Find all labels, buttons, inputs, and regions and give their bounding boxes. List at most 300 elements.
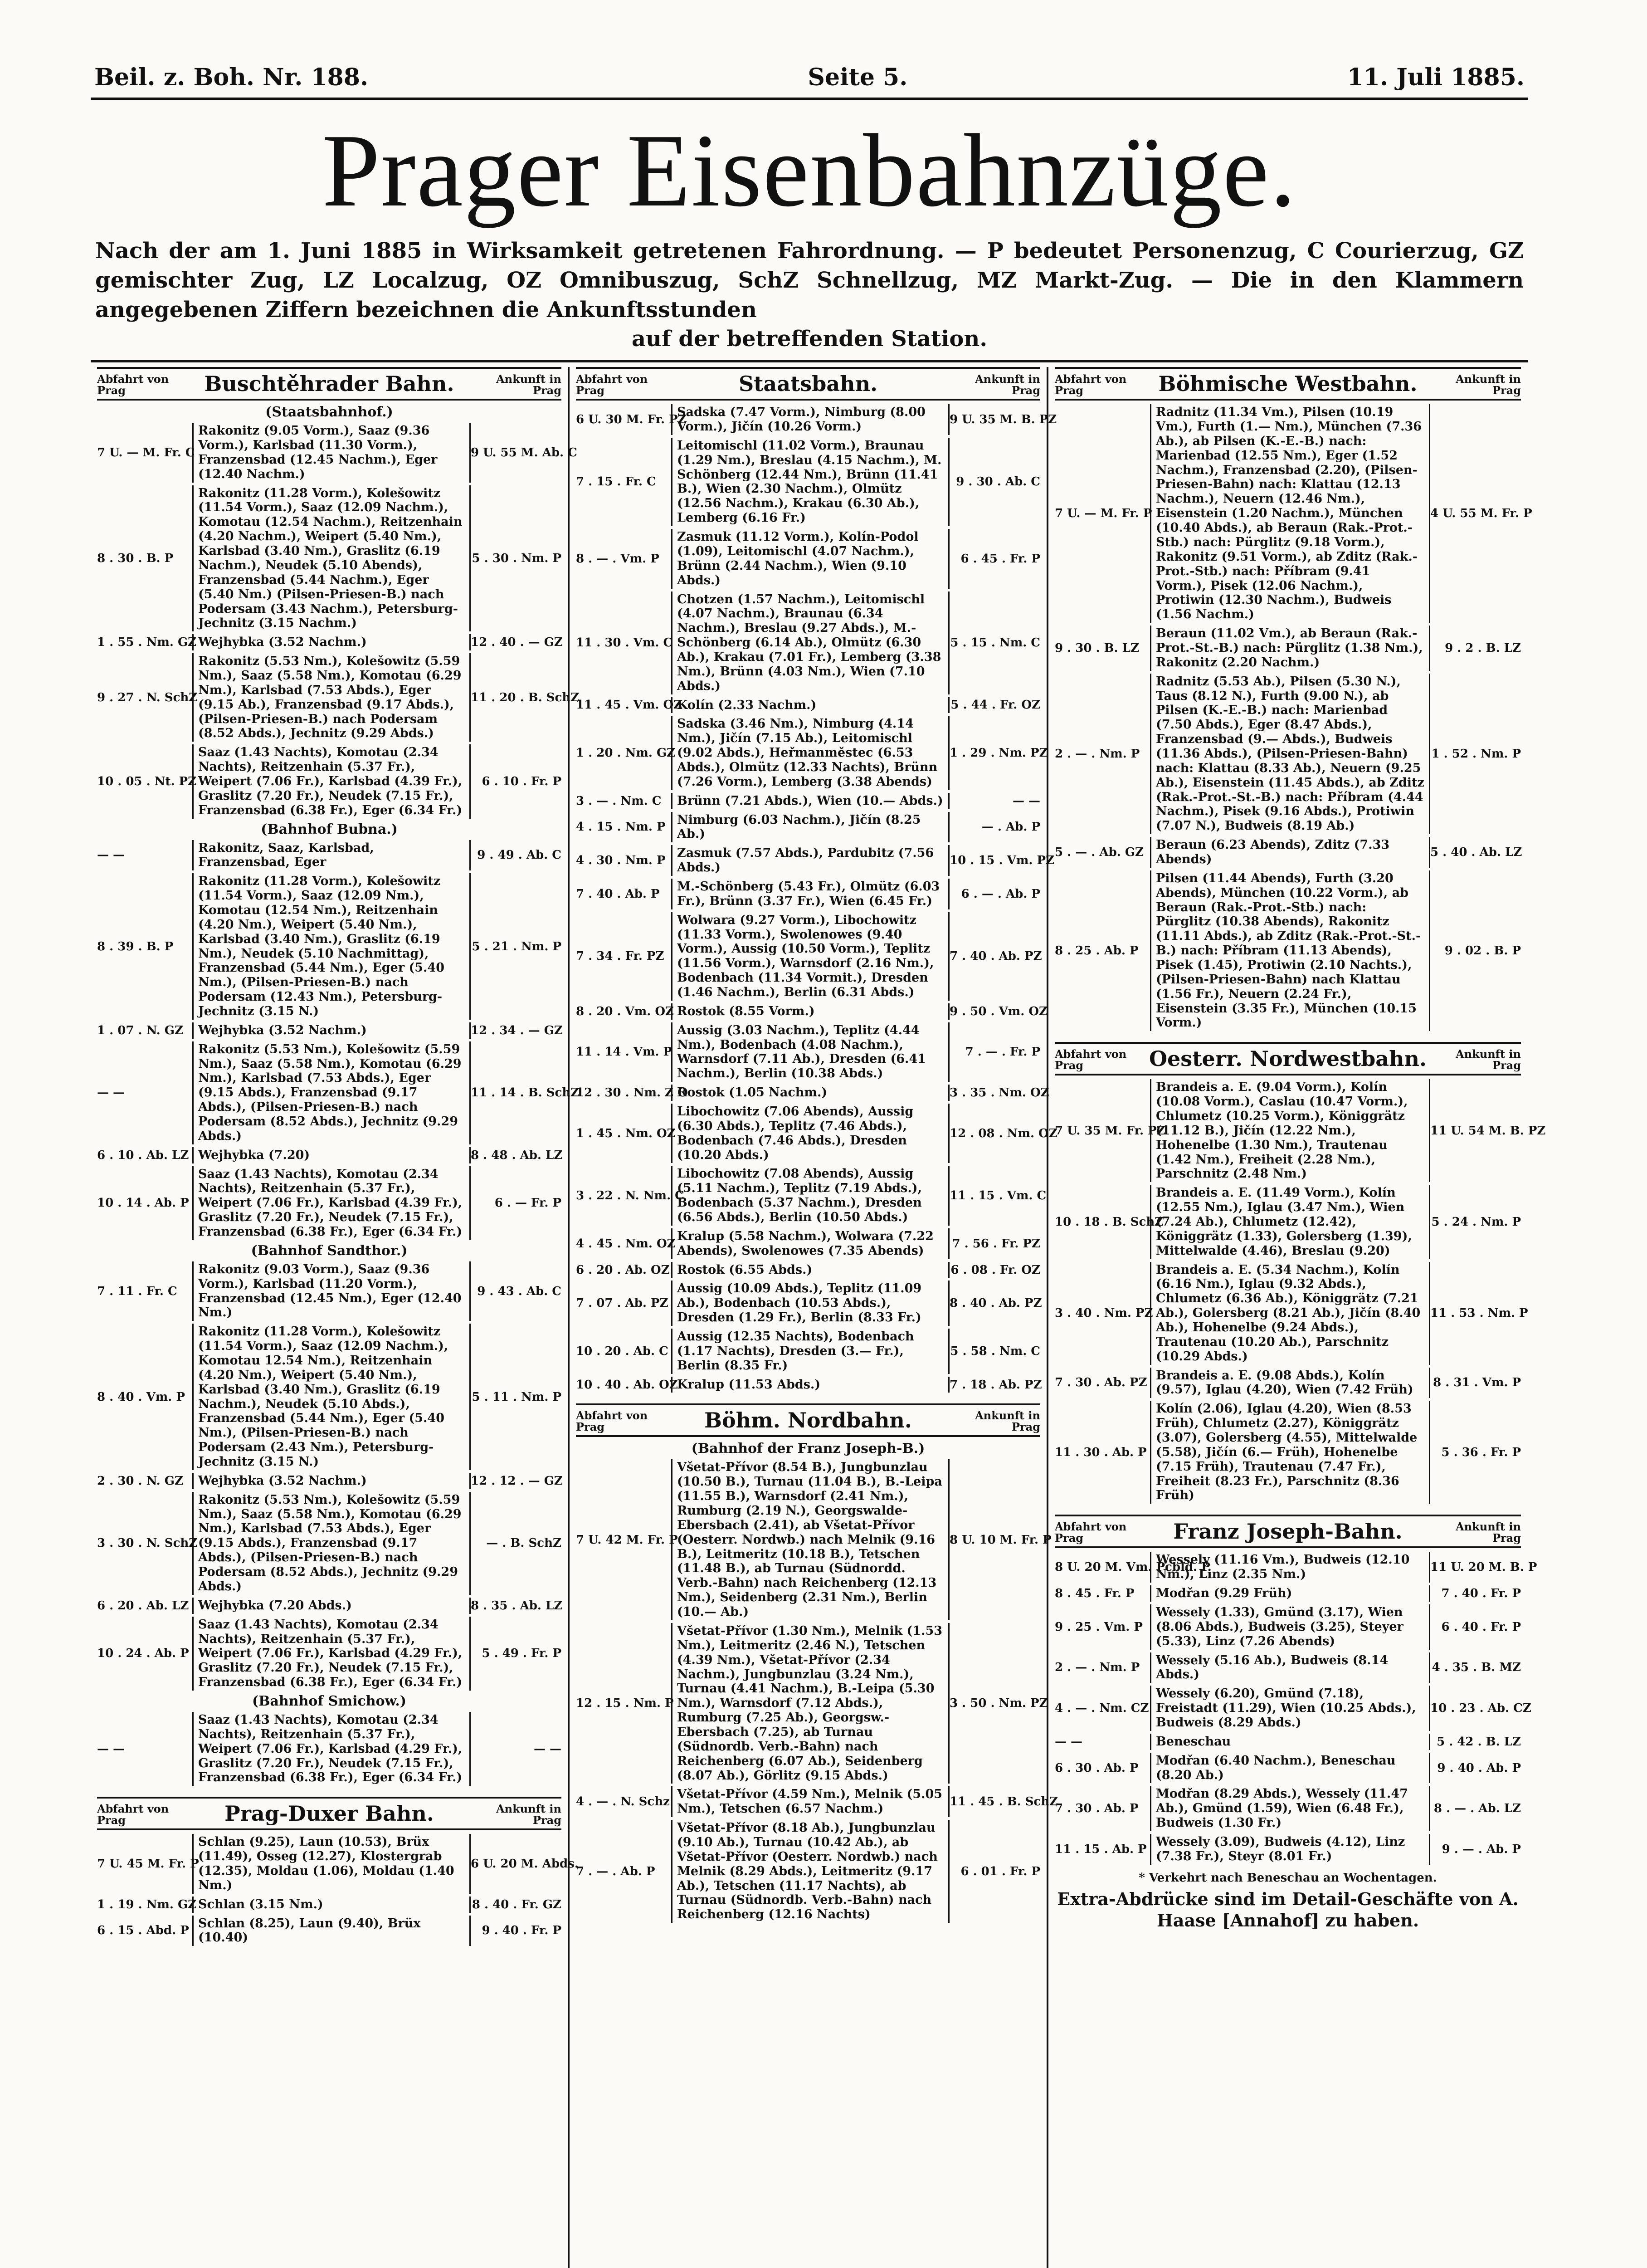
departure-label: Abfahrt von Prag [576,372,648,397]
departure-time: 4 . — . Nm. CZ [1055,1701,1149,1715]
departure-time: 10 . 24 . Ab. P [97,1647,189,1661]
route-stations: Rakonitz (9.05 Vorm.), Saaz (9.36 Vorm.), Karlsbad (11.30 Vorm.), Franzensbad (12.45 Nachm.), Eger (12.40 Nachm.) [192,423,471,482]
arrival-time: 11 . 45 . B. SchZ [950,1795,1058,1809]
station-subtitle: (Staatsbahnhof.) [265,404,393,420]
train-row [97,1617,561,1691]
arrival-time: 9 . 2 . B. LZ [1445,641,1521,655]
route-stations: Radnitz (11.34 Vm.), Pilsen (10.19 Vm.), Furth (1.— Nm.), München (7.36 Ab.), ab Pilsen (K.-E.-B.) nach: Marienbad (12.55 Nm.), Eger (1.52 Nachm.), Franzensbad (2.20), (Pilsen-Priesen-Bahn) nach: Klattau (12.13 Nachm.), Neuern (12.46 Nm.), Eisenstein (1.20 Nachm.), München (10.40 Abds.), ab Beraun (Rak.-Prot.-Stb.) nach: Pürglitz (9.18 Vorm.), Rakonitz (9.51 Vorm.), ab Zditz (Rak.-Prot.-Stb.) nach: Příbram (9.41 Vorm.), Pisek (12.06 Nachm.), Protiwin (12.30 Nachm.), Budweis (1.56 Nachm.) [1150,404,1430,623]
train-row [1055,837,1521,868]
train-row [576,404,1057,435]
departure-time: 6 U. 30 M. Fr. PZ [576,413,687,427]
departure-time: 7 . 30 . Ab. PZ [1055,1376,1147,1390]
route-stations: Wejhybka (3.52 Nachm.) [192,1022,471,1039]
arrival-time: 6 . 08 . Fr. OZ [950,1263,1040,1277]
arrival-time: 5 . 40 . Ab. LZ [1430,845,1522,859]
issue-label: Beil. z. Boh. Nr. 188. [94,64,369,91]
train-row [576,697,1040,714]
section-header-westbahn [1055,367,1521,401]
departure-time: 4 . 15 . Nm. P [576,820,666,834]
arrival-time: 7 . 56 . Fr. PZ [952,1237,1040,1251]
arrival-time: 8 . 40 . Fr. GZ [472,1897,561,1911]
route-stations: Kolín (2.33 Nachm.) [671,697,950,714]
page-number: Seite 5. [808,64,908,91]
train-row [1055,1079,1546,1182]
page-header [91,64,1528,100]
timetable-columns [91,367,1546,2268]
route-stations: Schlan (8.25), Laun (9.40), Brüx (10.40) [192,1916,471,1946]
departure-time: 11 . 14 . Vm. P [576,1045,672,1059]
intro-text [91,236,1528,354]
train-row [97,873,561,1020]
train-row [1055,1786,1521,1831]
arrival-time: 5 . 58 . Nm. C [950,1344,1040,1358]
route-stations: Nimburg (6.03 Nachm.), Jičín (8.25 Ab.) [671,812,950,843]
train-row [1055,1368,1521,1398]
train-row [1055,1834,1521,1865]
section-title: Staatsbahn. [738,371,878,396]
train-row [97,1916,561,1946]
arrival-time: 9 U. 35 M. B. PZ [950,413,1057,427]
rows-franzjoseph [1055,1552,1537,1864]
station-subtitle: (Bahnhof Smichow.) [252,1693,407,1709]
train-row [576,1262,1040,1278]
departure-time: 9 . 30 . B. LZ [1055,641,1139,655]
departure-time: 7 U. 42 M. Fr. P [576,1533,678,1547]
route-stations: Rakonitz, Saaz, Karlsbad, Franzensbad, Eger [192,840,471,871]
departure-time: — — [97,1086,125,1100]
section-header-buschtehrad [97,367,561,401]
train-row [97,1324,561,1470]
route-stations: Wessely (5.16 Ab.), Budweis (8.14 Abds.) [1150,1652,1430,1683]
route-stations: Zasmuk (11.12 Vorm.), Kolín-Podol (1.09), Leitomischl (4.07 Nachm.), Brünn (2.44 Nachm.), Wien (9.10 Abds.) [671,529,950,588]
departure-time: 7 . 11 . Fr. C [97,1284,177,1298]
train-row [576,1104,1057,1163]
departure-time: 6 . 20 . Ab. LZ [97,1598,189,1613]
route-stations: Brandeis a. E. (9.08 Abds.), Kolín (9.57), Iglau (4.20), Wien (7.42 Früh) [1150,1368,1430,1398]
route-stations: Modřan (6.40 Nachm.), Beneschau (8.20 Ab.) [1150,1753,1430,1784]
arrival-time: 8 U. 10 M. Fr. P [950,1533,1052,1547]
route-stations: Rakonitz (5.53 Nm.), Kolešowitz (5.59 Nm.), Saaz (5.58 Nm.), Komotau (6.29 Nm.), Karlsbad (7.53 Abds.), Eger (9.15 Abds.), Franzensbad (9.17 Abds.), (Pilsen-Priesen-B.) nach Podersam (8.52 Abds.), Jechnitz (9.29 Abds.) [192,1041,471,1144]
departure-time: 3 . 40 . Nm. PZ [1055,1306,1153,1320]
route-stations: Beraun (6.23 Abends), Zditz (7.33 Abends) [1150,837,1430,868]
train-row [1055,1262,1528,1365]
rows-smichow [97,1712,561,1786]
departure-time: 10 . 14 . Ab. P [97,1196,189,1210]
arrival-time: 12 . 34 . — GZ [471,1023,563,1037]
departure-time: 6 . 30 . Ab. P [1055,1761,1139,1775]
train-row [576,1003,1048,1020]
rows-nordbahn [576,1459,1058,1923]
train-row [1055,870,1521,1031]
train-row [97,1473,561,1489]
departure-time: 7 U. 35 M. Fr. PZ [1055,1124,1165,1138]
arrival-time: — — [1012,794,1040,808]
route-stations: Saaz (1.43 Nachts), Komotau (2.34 Nachts), Reitzenhain (5.37 Fr.), Weipert (7.06 Fr.), Karlsbad (4.39 Fr.), Graslitz (7.20 Fr.), Neudek (7.15 Fr.), Franzensbad (6.38 Fr.), Eger (6.34 Fr.) [192,1166,471,1240]
route-stations: Kolín (2.06), Iglau (4.20), Wien (8.53 Früh), Chlumetz (2.27), Königgrätz (3.07), Golersberg (4.55), Mittelwalde (5.58), Jičín (6.— Früh), Hohenelbe (7.15 Früh), Trautenau (7.47 Fr.), Freiheit (8.23 Fr.), Parschnitz (8.36 Früh) [1150,1401,1430,1504]
section-title: Böhm. Nordbahn. [704,1408,912,1433]
train-row [1055,1686,1531,1731]
departure-time: 10 . 18 . B. SchZ [1055,1215,1164,1229]
rows-bubna [97,840,580,1240]
arrival-time: 10 . 23 . Ab. CZ [1430,1701,1531,1715]
route-stations: Saaz (1.43 Nachts), Komotau (2.34 Nachts), Reitzenhain (5.37 Fr.), Weipert (7.06 Fr.), Karlsbad (4.39 Fr.), Graslitz (7.20 Fr.), Neudek (7.15 Fr.), Franzensbad (6.38 Fr.), Eger (6.34 Fr.) [192,744,471,818]
departure-time: 3 . 30 . N. SchZ [97,1536,198,1550]
rows-sandthor [97,1261,561,1691]
route-stations: Rostok (6.55 Abds.) [671,1262,950,1278]
arrival-label: Ankunft in Prag [1456,372,1521,397]
departure-time: 6 . 10 . Ab. LZ [97,1148,189,1162]
arrival-time: — . Ab. P [981,820,1040,834]
route-stations: Všetat-Přívor (8.18 Ab.), Jungbunzlau (9.10 Ab.), Turnau (10.42 Ab.), ab Všetat-Přívor (Oesterr. Nordwb.) nach Melnik (8.29 Abds.), Leitmeritz (9.17 Ab.), Tetschen (11.17 Nachts), ab Turnau (Südnordb. Verb.-Bahn) nach Reichenberg (12.16 Nachts) [671,1820,950,1923]
route-stations: Wessely (1.33), Gmünd (3.17), Wien (8.06 Abds.), Budweis (3.25), Steyer (5.33), Linz (7.26 Abends) [1150,1604,1430,1650]
route-stations: Saaz (1.43 Nachts), Komotau (2.34 Nachts), Reitzenhain (5.37 Fr.), Weipert (7.06 Fr.), Karlsbad (4.29 Fr.), Graslitz (7.20 Fr.), Neudek (7.15 Fr.), Franzensbad (6.38 Fr.), Eger (6.34 Fr.) [192,1712,471,1786]
train-row [576,716,1048,790]
train-row [97,423,577,482]
departure-label: Abfahrt von Prag [97,1802,169,1827]
departure-time: 10 . 40 . Ab. OZ [576,1378,678,1392]
departure-time: 8 . 45 . Fr. P [1055,1586,1135,1600]
route-stations: Saaz (1.43 Nachts), Komotau (2.34 Nachts), Reitzenhain (5.37 Fr.), Weipert (7.06 Fr.), Karlsbad (4.29 Fr.), Graslitz (7.20 Fr.), Neudek (7.15 Fr.), Franzensbad (6.38 Fr.), Eger (6.34 Fr.) [192,1617,471,1691]
departure-time: 1 . 45 . Nm. OZ [576,1126,676,1140]
route-stations: Schlan (9.25), Laun (10.53), Brüx (11.49), Osseg (12.27), Klostergrab (12.35), Moldau (1.06), Moldau (1.40 Nm.) [192,1834,471,1893]
arrival-label: Ankunft in Prag [1456,1520,1521,1545]
departure-time: 2 . — . Nm. P [1055,747,1140,761]
departure-time: 11 . 30 . Ab. P [1055,1445,1147,1459]
departure-time: 9 . 25 . Vm. P [1055,1620,1143,1634]
departure-time: 12 . 15 . Nm. P [576,1696,674,1711]
route-stations: Rostok (1.05 Nachm.) [671,1085,950,1101]
arrival-time: 5 . 21 . Nm. P [472,939,561,953]
arrival-time: 3 . 35 . Nm. OZ [950,1086,1049,1100]
train-row [1055,1734,1521,1750]
section-header-duxer [97,1797,561,1830]
route-stations: Libochowitz (7.06 Abends), Aussig (6.30 Abds.), Teplitz (7.46 Abds.), Bodenbach (7.46 Abds.), Dresden (10.20 Abds.) [671,1104,950,1163]
train-row [576,529,1040,588]
arrival-time: 5 . 44 . Fr. OZ [950,698,1040,712]
station-subtitle: (Bahnhof der Franz Joseph-B.) [691,1441,925,1457]
train-row [576,1022,1040,1082]
train-row [1055,626,1521,671]
departure-time: 8 . 39 . B. P [97,939,174,953]
route-stations: Rakonitz (11.28 Vorm.), Kolešowitz (11.54 Vorm.), Saaz (12.09 Nachm.), Komotau 12.54 Nm.), Reitzenhain (4.20 Nm.), Weipert (5.40 Nm.), Karlsbad (3.40 Nm.), Graslitz (6.19 Nachm.), Neudek (5.10 Abds.), Franzensbad (5.44 Nm.), Eger (5.40 Nm.), (Pilsen-Priesen-B.) nach Podersam (2.43 Nm.), Petersburg-Jechnitz (3.15 N.) [192,1324,471,1470]
departure-time: 12 . 30 . Nm. Z O [576,1086,688,1100]
footnote: * Verkehrt nach Beneschau an Wochentagen. [1139,1871,1437,1885]
route-stations: Sadska (7.47 Vorm.), Nimburg (8.00 Vorm.), Jičín (10.26 Vorm.) [671,404,950,435]
rows-westbahn [1055,404,1532,1031]
page-title: Prager Eisenbahnzüge. [322,112,1297,228]
train-row [97,485,561,632]
departure-time: 1 . 20 . Nm. GZ [576,746,676,760]
route-stations: Brünn (7.21 Abds.), Wien (10.— Abds.) [671,793,950,809]
arrival-label: Ankunft in Prag [496,372,561,397]
arrival-label: Ankunft in Prag [1456,1047,1521,1072]
departure-time: 6 . 20 . Ab. OZ [576,1263,670,1277]
arrival-time: — — [533,1742,561,1756]
newspaper-page [91,64,1546,2268]
arrival-time: 4 U. 55 M. Fr. P [1430,507,1532,521]
route-stations: Aussig (10.09 Abds.), Teplitz (11.09 Ab.), Bodenbach (10.53 Abds.), Dresden (1.29 Fr.), Berlin (8.33 Fr.) [671,1281,950,1326]
departure-time: 11 . 15 . Ab. P [1055,1842,1147,1856]
arrival-time: 5 . 15 . Nm. C [950,636,1040,650]
route-stations: Zasmuk (7.57 Abds.), Pardubitz (7.56 Abds.) [671,845,950,876]
route-stations: Rakonitz (11.28 Vorm.), Kolešowitz (11.54 Vorm.), Saaz (12.09 Nachm.), Komotau (12.54 Nachm.), Reitzenhain (4.20 Nachm.), Weipert (5.40 Nm.), Karlsbad (3.40 Nm.), Graslitz (6.19 Nachm.), Neudek (5.10 Abends), Franzensbad (5.44 Nachm.), Eger (5.40 Nm.) (Pilsen-Priesen-B.) nach Podersam (3.43 Nachm.), Petersburg-Jechnitz (3.15 Nachm.) [192,485,471,632]
train-row [97,634,561,650]
route-stations: Wejhybka (7.20 Abds.) [192,1598,471,1614]
section-header-nordbahn [576,1403,1040,1437]
train-row [97,840,561,871]
departure-time: — — [97,848,125,862]
route-stations: Beneschau [1150,1734,1430,1750]
arrival-time: 5 . 24 . Nm. P [1431,1215,1521,1229]
route-stations: Všetat-Přívor (8.54 B.), Jungbunzlau (10.50 B.), Turnau (11.04 B.), B.-Leipa (11.55 B.), Warnsdorf (2.41 Nm.), Rumburg (2.19 N.), Georgswalde-Ebersbach (2.41), ab Všetat-Přívor (Oesterr. Nordwb.) nach Melnik (9.16 B.), Leitmeritz (10.18 B.), Tetschen (11.48 B.), ab Turnau (Südnordd. Verb.-Bahn) nach Reichenberg (12.13 Nm.), Seidenberg (2.31 Nm.), Berlin (10.— Ab.) [671,1459,950,1620]
route-stations: Wolwara (9.27 Vorm.), Libochowitz (11.33 Vorm.), Swolenowes (9.40 Vorm.), Aussig (10.50 Vorm.), Teplitz (11.56 Vorm.), Warnsdorf (2.16 Nm.), Bodenbach (11.34 Vormit.), Dresden (1.46 Nachm.), Berlin (6.31 Abds.) [671,912,950,1001]
train-row [1055,1185,1521,1259]
arrival-label: Ankunft in Prag [975,372,1040,397]
train-row [97,1022,561,1039]
departure-time: 1 . 55 . Nm. GZ [97,635,197,650]
arrival-time: 5 . 42 . B. LZ [1437,1735,1521,1749]
route-stations: Brandeis a. E. (9.04 Vorm.), Kolín (10.08 Vorm.), Caslau (10.47 Vorm.), Chlumetz (10.25 Vorm.), Königgrätz (11.12 B.), Jičín (12.22 Nm.), Hohenelbe (1.30 Nm.), Trautenau (1.42 Nm.), Freiheit (2.28 Nm.), Parschnitz (2.48 Nm.) [1150,1079,1430,1182]
issue-date: 11. Juli 1885. [1347,64,1525,91]
departure-time: 7 U. 45 M. Fr. P [97,1857,199,1871]
train-row [1055,1585,1521,1602]
departure-time: 7 . 07 . Ab. PZ [576,1296,668,1310]
departure-time: 7 U. — M. Fr. P [1055,507,1152,521]
route-stations: Beraun (11.02 Vm.), ab Beraun (Rak.-Prot.-St.-B.) nach: Pürglitz (1.38 Nm.), Rakonitz (2.20 Nachm.) [1150,626,1430,671]
arrival-time: 11 U. 20 M. B. P [1430,1560,1537,1574]
departure-time: — — [1055,1735,1083,1749]
intro-body: Nach der am 1. Juni 1885 in Wirksamkeit getretenen Fahrordnung. — P bedeutet Personenzug, C Courierzug, GZ gemischter Zug, LZ Localzug, OZ Omnibuszug, SchZ Schnellzug, MZ Markt-Zug. — Die in den Klammern angegebenen Ziffern bezeichnen die Ankunftsstunden [95,238,1524,323]
section-title: Böhmische Westbahn. [1158,371,1418,396]
route-stations: Brandeis a. E. (5.34 Nachm.), Kolín (6.16 Nm.), Iglau (9.32 Abds.), Chlumetz (6.36 Ab.), Königgrätz (7.21 Ab.), Golersberg (8.21 Ab.), Jičín (8.40 Ab.), Hohenelbe (9.24 Abds.), Trautenau (10.20 Ab.), Parschnitz (10.29 Abds.) [1150,1262,1430,1365]
arrival-time: — . B. SchZ [486,1536,561,1550]
train-row [97,653,580,742]
route-stations: Chotzen (1.57 Nachm.), Leitomischl (4.07 Nachm.), Braunau (6.34 Nachm.), Breslau (9.27 Abds.), M.-Schönberg (6.14 Ab.), Olmütz (6.30 Ab.), Krakau (7.01 Fr.), Lemberg (3.38 Nm.), Brünn (4.03 Nm.), Wien (7.10 Abds.) [671,591,950,694]
route-stations: M.-Schönberg (5.43 Fr.), Olmütz (6.03 Fr.), Brünn (3.37 Fr.), Wien (6.45 Fr.) [671,879,950,909]
train-row [97,1712,561,1786]
arrival-time: 1 . 52 . Nm. P [1431,747,1521,761]
column-1 [91,367,580,2268]
departure-time: 8 . — . Vm. P [576,552,659,566]
arrival-time: 9 . 49 . Ab. C [477,848,561,862]
departure-time: 7 . 15 . Fr. C [576,475,656,489]
route-stations: Rakonitz (9.03 Vorm.), Saaz (9.36 Vorm.), Karlsbad (11.20 Vorm.), Franzensbad (12.45 Nm.), Eger (12.40 Nm.) [192,1261,471,1321]
departure-time: — — [97,1742,125,1756]
departure-label: Abfahrt von Prag [97,372,169,397]
train-row [97,1166,561,1240]
departure-time: 8 . 20 . Vm. OZ [576,1004,674,1018]
route-stations: Modřan (8.29 Abds.), Wessely (11.47 Ab.), Gmünd (1.59), Wien (6.48 Fr.), Budweis (1.30 Fr.) [1150,1786,1430,1831]
train-row [576,1377,1040,1393]
arrival-time: 5 . 49 . Fr. P [482,1647,561,1661]
route-stations: Brandeis a. E. (11.49 Vorm.), Kolín (12.55 Nm.), Iglau (3.47 Nm.), Wien (7.24 Ab.), Chlumetz (12.42), Königgrätz (1.33), Golersberg (1.39), Mittelwalde (4.46), Breslau (9.20) [1150,1185,1430,1259]
arrival-time: 9 . 43 . Ab. C [477,1284,561,1298]
route-stations: Wejhybka (3.52 Nachm.) [192,634,471,650]
arrival-time: 11 . 15 . Vm. C [950,1189,1047,1203]
departure-time: 7 . — . Ab. P [576,1864,655,1878]
route-stations: Aussig (3.03 Nachm.), Teplitz (4.44 Nm.), Bodenbach (4.08 Nachm.), Warnsdorf (7.11 Ab.), Dresden (6.41 Nachm.), Berlin (10.38 Abds.) [671,1022,950,1082]
departure-time: 7 . 34 . Fr. PZ [576,949,664,963]
train-row [97,1041,580,1144]
train-row [576,812,1040,843]
train-row [1055,1652,1521,1683]
arrival-time: 7 . — . Fr. P [965,1045,1040,1059]
arrival-time: 9 . 02 . B. P [1444,944,1521,958]
arrival-time: 9 . 40 . Fr. P [482,1924,561,1938]
section-header-franzjoseph [1055,1515,1521,1548]
route-stations: Sadska (3.46 Nm.), Nimburg (4.14 Nm.), Jičín (7.15 Ab.), Leitomischl (9.02 Abds.), Heřmanměstec (6.53 Abds.), Olmütz (12.33 Nachts), Brünn (7.26 Vorm.), Lemberg (3.38 Abends) [671,716,950,790]
section-title: Prag-Duxer Bahn. [224,1801,434,1826]
arrival-label: Ankunft in Prag [496,1802,561,1827]
route-stations: Kralup (5.58 Nachm.), Wolwara (7.22 Abends), Swolenowes (7.35 Abends) [671,1228,950,1259]
route-stations: Rakonitz (11.28 Vorm.), Kolešowitz (11.54 Vorm.), Saaz (12.09 Nm.), Komotau (12.54 Nm.), Reitzenhain (4.20 Nm.), Weipert (5.40 Nm.), Karlsbad (3.40 Nm.), Graslitz (6.19 Nm.), Neudek (5.10 Nachmittag), Franzensbad (5.44 Nm.), Eger (5.40 Nm.), (Pilsen-Priesen-B.) nach Podersam (12.43 Nm.), Petersburg-Jechnitz (3.15 N.) [192,873,471,1020]
departure-time: 3 . 22 . N. Nm. C [576,1189,684,1203]
intro-last-line: auf der betreffenden Station. [631,326,988,352]
arrival-time: 9 . 30 . Ab. C [956,475,1040,489]
arrival-time: 9 . — . Ab. P [1442,1842,1521,1856]
route-stations: Pilsen (11.44 Abends), Furth (3.20 Abends), München (10.22 Vorm.), ab Beraun (Rak.-Prot.-Stb.) nach: Pürglitz (10.38 Abends), Rakonitz (11.11 Abds.), ab Zditz (Rak.-Prot.-St.-B.) nach: Příbram (11.13 Abends), Pisek (1.45), Protiwin (2.10 Nachts.), (Pilsen-Priesen-Bahn) nach Klattau (1.56 Fr.), Neuern (2.24 Fr.), Eisenstein (3.35 Fr.), München (10.15 Vorm.) [1150,870,1430,1031]
arrival-time: 8 . 35 . Ab. LZ [471,1598,563,1613]
departure-label: Abfahrt von Prag [576,1409,648,1434]
arrival-time: 9 U. 55 M. Ab. C [471,445,577,459]
arrival-time: 6 U. 20 M. Abds. [471,1857,579,1871]
arrival-time: 6 . — Fr. P [494,1196,561,1210]
arrival-time: 6 . 45 . Fr. P [960,552,1040,566]
train-row [576,1459,1052,1620]
route-stations: Radnitz (5.53 Ab.), Pilsen (5.30 N.), Taus (8.12 N.), Furth (9.00 N.), ab Pilsen (K.-E.-B.) nach: Marienbad (7.50 Abds.), Eger (8.47 Abds.), Franzensbad (9.— Abds.), Budweis (11.36 Abds.), (Pilsen-Priesen-Bahn) nach: Klattau (8.33 Ab.), Neuern (9.25 Ab.), Eisenstein (11.45 Abds.), ab Zditz (Rak.-Prot.-St.-B.) nach: Příbram (4.44 Nachm.), Pisek (9.16 Abds.), Protiwin (7.07 N.), Budweis (8.19 Ab.) [1150,674,1430,834]
station-subtitle: (Bahnhof Sandthor.) [251,1242,408,1259]
train-row [1055,674,1521,834]
departure-time: 4 . — . N. Schz [576,1795,670,1809]
train-row [576,879,1040,909]
departure-time: 8 U. 20 M. Vm. Pcbld. P [1055,1560,1210,1574]
train-row [576,1281,1040,1326]
train-row [576,1623,1048,1784]
departure-label: Abfahrt von Prag [1055,1520,1127,1545]
arrival-time: 1 . 29 . Nm. PZ [950,746,1048,760]
route-stations: Wessely (11.16 Vm.), Budweis (12.10 Nm.), Linz (2.35 Nm.) [1150,1552,1430,1583]
arrival-time: 9 . 50 . Vm. OZ [950,1004,1048,1018]
arrival-time: 12 . 40 . — GZ [471,635,563,650]
arrival-time: 11 U. 54 M. B. PZ [1430,1124,1546,1138]
departure-time: 5 . — . Ab. GZ [1055,845,1144,859]
departure-time: 4 . 45 . Nm. OZ [576,1237,676,1251]
train-row [576,1786,1058,1817]
route-stations: Wessely (6.20), Gmünd (7.18), Freistadt (11.29), Wien (10.25 Abds.), Budweis (8.29 Abds.) [1150,1686,1430,1731]
departure-time: 1 . 19 . Nm. GZ [97,1897,197,1911]
departure-time: 9 . 27 . N. SchZ [97,690,198,704]
rows-duxer [97,1834,579,1946]
departure-time: 11 . 30 . Vm. C [576,636,673,650]
column-2 [570,367,1058,2268]
departure-time: 2 . — . Nm. P [1055,1661,1140,1675]
route-stations: Rostok (8.55 Vorm.) [671,1003,950,1020]
route-stations: Všetat-Přívor (1.30 Nm.), Melnik (1.53 Nm.), Leitmeritz (2.46 N.), Tetschen (4.39 Nm.), Všetat-Přívor (2.34 Nachm.), Jungbunzlau (3.24 Nm.), Turnau (4.41 Nachm.), B.-Leipa (5.30 Nm.), Warnsdorf (7.12 Abds.), Rumburg (7.25 Ab.), Georgsw.-Ebersbach (7.25), ab Turnau (Südnordb. Verb.-Bahn) nach Reichenberg (6.07 Ab.), Seidenberg (8.07 Ab.), Görlitz (9.15 Abds.) [671,1623,950,1784]
arrival-time: 6 . — . Ab. P [961,887,1040,901]
departure-time: 4 . 30 . Nm. P [576,854,666,868]
section-header-nordwest [1055,1042,1521,1075]
train-row [97,1261,561,1321]
arrival-time: 7 . 40 . Ab. PZ [950,949,1042,963]
arrival-time: 6 . 01 . Fr. P [960,1864,1040,1878]
arrival-time: 11 . 14 . B. SchZ [471,1086,580,1100]
train-row [576,1820,1040,1923]
train-row [1055,1552,1537,1583]
arrival-time: 9 . 40 . Ab. P [1437,1761,1521,1775]
train-row [576,793,1040,809]
train-row [576,1085,1049,1101]
arrival-time: 5 . 30 . Nm. P [472,551,561,565]
departure-time: 8 . 25 . Ab. P [1055,944,1139,958]
arrival-time: 8 . 40 . Ab. PZ [950,1296,1042,1310]
arrival-time: 7 . 18 . Ab. PZ [950,1378,1042,1392]
arrival-time: 12 . 12 . — GZ [471,1474,563,1488]
route-stations: Rakonitz (5.53 Nm.), Kolešowitz (5.59 Nm.), Saaz (5.58 Nm.), Komotau (6.29 Nm.), Karlsbad (7.53 Abds.), Eger (9.15 Ab.), Franzensbad (9.17 Abds.), (Pilsen-Priesen-B.) nach Podersam (8.52 Abds.), Jechnitz (9.29 Abds.) [192,653,471,742]
train-row [1055,1401,1521,1504]
route-stations: Všetat-Přívor (4.59 Nm.), Melnik (5.05 Nm.), Tetschen (6.57 Nachm.) [671,1786,950,1817]
column-3 [1048,367,1546,2268]
departure-time: 10 . 20 . Ab. C [576,1344,668,1358]
departure-time: 7 . 40 . Ab. P [576,887,660,901]
arrival-time: 7 . 40 . Fr. P [1441,1586,1521,1600]
route-stations: Rakonitz (5.53 Nm.), Kolešowitz (5.59 Nm.), Saaz (5.58 Nm.), Komotau (6.29 Nm.), Karlsbad (7.53 Abds.), Eger (9.15 Abds.), Franzensbad (9.17 Abds.), (Pilsen-Priesen-B.) nach Podersam (8.52 Abds.), Jechnitz (9.29 Abds.) [192,1492,471,1595]
section-title: Oesterr. Nordwestbahn. [1149,1046,1427,1071]
arrival-time: 8 . — . Ab. LZ [1433,1802,1521,1816]
train-row [576,591,1040,694]
departure-time: 1 . 07 . N. GZ [97,1023,183,1037]
train-row [97,1492,561,1595]
route-stations: Libochowitz (7.08 Abends), Aussig (5.11 Nachm.), Teplitz (7.19 Abds.), Bodenbach (5.37 Nachm.), Dresden (6.56 Abds.), Berlin (10.50 Abds.) [671,1166,950,1225]
station-subtitle: (Bahnhof Bubna.) [261,821,398,837]
arrival-time: 4 . 35 . B. MZ [1432,1661,1521,1675]
section-header-staatsbahn [576,367,1040,401]
arrival-label: Ankunft in Prag [975,1409,1040,1434]
departure-time: 7 . 30 . Ab. P [1055,1802,1139,1816]
route-stations: Wejhybka (7.20) [192,1147,471,1163]
arrival-time: 11 . 20 . B. SchZ [471,690,580,704]
train-row [576,1329,1040,1374]
departure-time: 3 . — . Nm. C [576,794,662,808]
divider [91,360,1528,362]
train-row [1055,1753,1521,1784]
train-row [97,1598,561,1614]
arrival-time: 10 . 15 . Vm. PZ [950,854,1054,868]
departure-time: 10 . 05 . Nt. PZ [97,774,197,788]
arrival-time: 11 . 53 . Nm. P [1430,1306,1528,1320]
route-stations: Wessely (3.09), Budweis (4.12), Linz (7.38 Fr.), Steyr (8.01 Fr.) [1150,1834,1430,1865]
train-row [576,1228,1040,1259]
section-title: Franz Joseph-Bahn. [1173,1519,1403,1544]
departure-time: 6 . 15 . Abd. P [97,1924,189,1938]
rows-staatsbahn [576,404,1057,1393]
departure-label: Abfahrt von Prag [1055,1047,1127,1072]
arrival-time: 8 . 48 . Ab. LZ [471,1148,563,1162]
train-row [576,912,1040,1001]
departure-time: 11 . 45 . Vm. OZ [576,698,682,712]
route-stations: Modřan (9.29 Früh) [1150,1585,1430,1602]
arrival-time: 3 . 50 . Nm. PZ [950,1696,1048,1711]
train-row [576,438,1040,526]
route-stations: Leitomischl (11.02 Vorm.), Braunau (1.29 Nm.), Breslau (4.15 Nachm.), M. Schönberg (12.44 Nm.), Brünn (11.41 B.), Wien (2.30 Nachm.), Olmütz (12.56 Nachm.), Krakau (6.30 Ab.), Lemberg (6.16 Fr.) [671,438,950,526]
route-stations: Kralup (11.53 Abds.) [671,1377,950,1393]
arrival-time: 5 . 11 . Nm. P [472,1390,561,1404]
train-row [97,1147,561,1163]
departure-time: 8 . 40 . Vm. P [97,1390,185,1404]
departure-label: Abfahrt von Prag [1055,372,1127,397]
departure-time: 2 . 30 . N. GZ [97,1474,183,1488]
train-row [1055,1604,1521,1650]
train-row [97,744,561,818]
